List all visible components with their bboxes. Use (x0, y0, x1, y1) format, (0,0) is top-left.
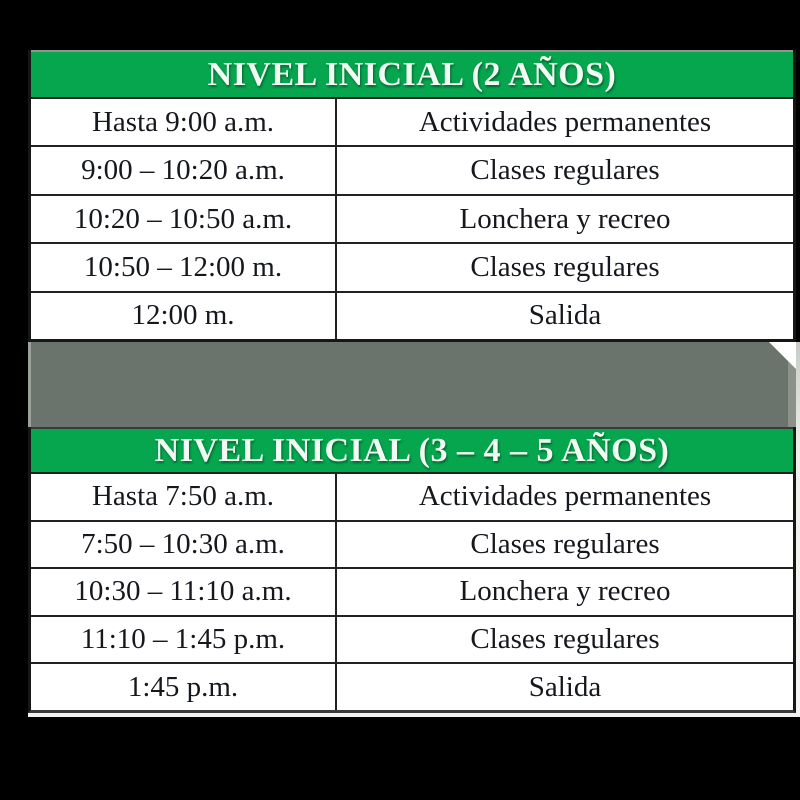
activity-cell: Clases regulares (470, 154, 660, 187)
table-row (31, 615, 793, 663)
activity-cell: Salida (528, 670, 602, 703)
time-cell: 7:50 – 10:30 a.m. (31, 522, 337, 568)
activity-cell: Lonchera y recreo (459, 575, 671, 608)
activity-cell: Clases regulares (470, 527, 660, 560)
time-cell: 9:00 – 10:20 a.m. (31, 147, 337, 193)
table-row (31, 194, 793, 242)
separator-band (28, 342, 796, 427)
table-row (31, 520, 793, 568)
time-cell: 10:20 – 10:50 a.m. (31, 196, 337, 242)
table-row (31, 567, 793, 615)
activity-cell: Clases regulares (470, 250, 660, 283)
time-cell: Hasta 7:50 a.m. (31, 474, 337, 520)
table-row (31, 145, 793, 193)
activity-cell: Salida (528, 299, 602, 332)
table-1-body (31, 97, 793, 339)
table-row (31, 242, 793, 290)
time-cell: 12:00 m. (31, 293, 337, 339)
right-edge-strip (796, 342, 800, 717)
table-2-body (31, 472, 793, 710)
time-cell: 10:50 – 12:00 m. (31, 244, 337, 290)
table-1-title: NIVEL INICIAL (2 AÑOS) (31, 50, 793, 97)
table-row (31, 662, 793, 710)
activity-cell: Actividades permanentes (418, 480, 712, 513)
table-row (31, 97, 793, 145)
band-left-edge (28, 342, 31, 427)
bottom-edge-strip (28, 713, 796, 717)
activity-cell: Actividades permanentes (418, 105, 712, 138)
table-row (31, 472, 793, 520)
time-cell: Hasta 9:00 a.m. (31, 99, 337, 145)
time-cell: 10:30 – 11:10 a.m. (31, 569, 337, 615)
time-cell: 11:10 – 1:45 p.m. (31, 617, 337, 663)
activity-cell: Clases regulares (470, 623, 660, 656)
time-cell: 1:45 p.m. (31, 664, 337, 710)
schedule-table-2-anos (28, 50, 796, 342)
activity-cell: Lonchera y recreo (459, 202, 671, 235)
table-row (31, 291, 793, 339)
folded-corner (769, 342, 796, 369)
schedule-table-3-4-5-anos (28, 427, 796, 713)
table-2-title: NIVEL INICIAL (3 – 4 – 5 AÑOS) (31, 427, 793, 472)
